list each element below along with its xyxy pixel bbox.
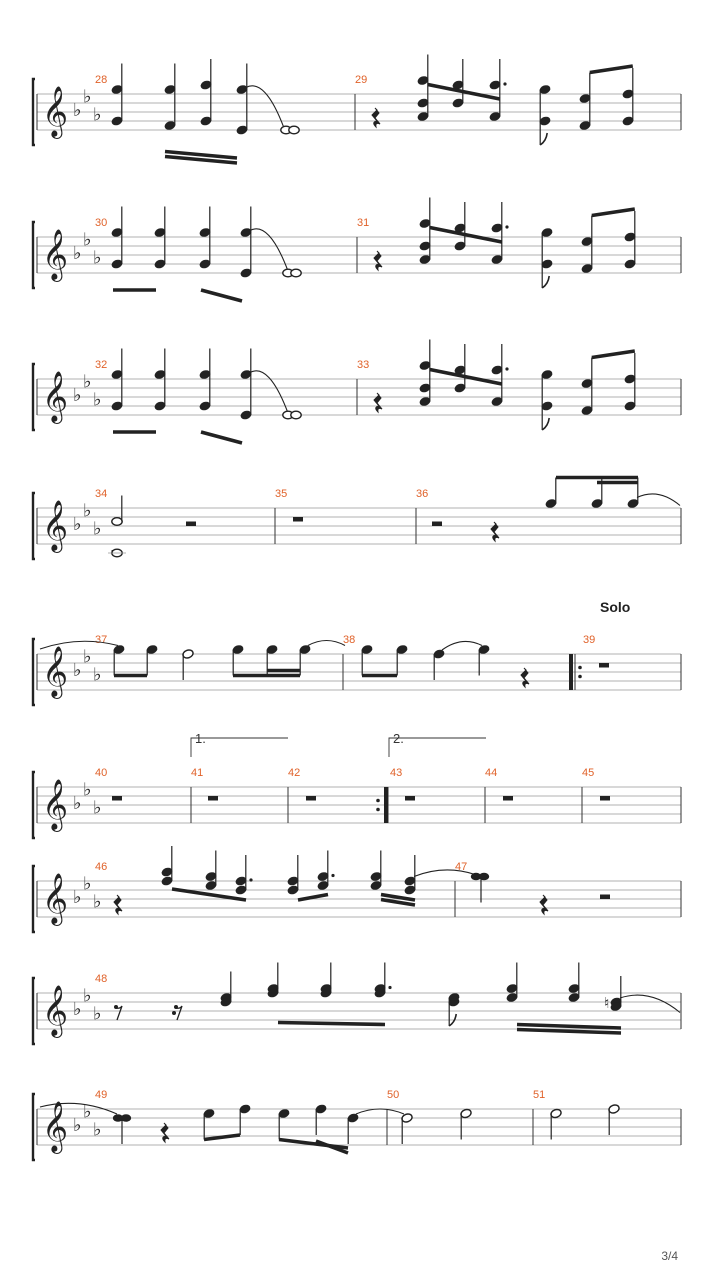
note <box>370 851 382 891</box>
beam <box>592 351 635 358</box>
note <box>199 349 211 412</box>
measure-number: 30 <box>95 217 108 229</box>
staff-system <box>33 488 681 559</box>
note <box>232 644 244 675</box>
tie <box>308 641 345 646</box>
beam <box>430 228 502 243</box>
rest <box>599 663 609 668</box>
natural-icon: ♮ <box>604 995 610 1012</box>
tie <box>250 229 288 271</box>
quarter-rest <box>521 668 529 687</box>
flat-icon: ♭ <box>93 1119 102 1140</box>
note <box>205 851 217 891</box>
staff-system <box>33 359 681 430</box>
note <box>240 207 252 279</box>
note <box>550 1108 562 1139</box>
measure-number: 46 <box>95 861 108 873</box>
flat-icon: ♭ <box>73 100 82 120</box>
treble-clef-icon: 𝄞 <box>42 87 69 136</box>
tie <box>442 641 482 650</box>
measure-number: 32 <box>95 359 108 371</box>
note <box>220 972 232 1008</box>
flat-icon: ♭ <box>93 891 102 912</box>
flat-icon: ♭ <box>83 646 92 667</box>
note <box>154 349 166 412</box>
note <box>579 73 591 131</box>
treble-clef-icon: 𝄞 <box>42 501 69 550</box>
measure-number: 48 <box>95 973 108 985</box>
note <box>161 846 173 886</box>
beam <box>279 1140 348 1149</box>
rest <box>432 522 442 527</box>
note <box>454 202 466 251</box>
note <box>361 644 373 675</box>
measure-number: 39 <box>583 634 596 646</box>
flat-icon: ♭ <box>73 385 82 405</box>
note <box>401 1113 413 1144</box>
note <box>491 202 509 265</box>
flat-icon: ♭ <box>73 1115 82 1135</box>
note <box>478 644 490 675</box>
note <box>396 644 408 675</box>
beam <box>517 1030 621 1034</box>
page-number: 3/4 <box>661 1249 678 1263</box>
note <box>239 1104 251 1135</box>
flat-icon: ♭ <box>83 371 92 392</box>
flat-icon: ♭ <box>83 500 92 521</box>
treble-clef-icon: 𝄞 <box>42 230 69 279</box>
note <box>545 478 557 509</box>
rest <box>503 796 513 801</box>
tie <box>637 494 680 506</box>
flat-icon: ♭ <box>83 1101 92 1122</box>
note <box>448 992 460 1026</box>
measure-number: 36 <box>416 488 429 500</box>
rest <box>112 796 122 801</box>
volta-2-label: 2. <box>393 731 404 746</box>
flat-icon: ♭ <box>93 389 102 410</box>
rest <box>405 796 415 801</box>
beam <box>278 1023 385 1025</box>
bracket <box>33 222 35 288</box>
quarter-rest <box>374 251 382 270</box>
note <box>541 369 553 430</box>
bracket <box>33 364 35 430</box>
solo-label: Solo <box>600 599 631 615</box>
measure-number: 51 <box>533 1089 546 1101</box>
note <box>608 1104 620 1135</box>
bracket <box>33 772 35 838</box>
quarter-rest <box>491 522 499 541</box>
note <box>113 644 125 675</box>
measure-number: 45 <box>582 767 595 779</box>
staff-system <box>33 634 681 705</box>
note <box>317 851 335 891</box>
measure-number: 31 <box>357 217 370 229</box>
measure-number: 49 <box>95 1089 108 1101</box>
treble-clef-icon: 𝄞 <box>42 780 69 829</box>
note <box>278 1108 290 1139</box>
beam <box>590 66 633 73</box>
rest <box>306 796 316 801</box>
staff-system <box>33 1089 681 1160</box>
measure-number: 29 <box>355 74 368 86</box>
flat-icon: ♭ <box>93 1003 102 1024</box>
note <box>182 649 194 680</box>
beam <box>201 432 242 443</box>
flat-icon: ♭ <box>93 247 102 268</box>
note <box>200 59 212 126</box>
note <box>146 644 158 675</box>
note <box>624 353 636 411</box>
beam <box>592 209 635 216</box>
note <box>506 963 518 1003</box>
note <box>111 207 123 270</box>
quarter-rest <box>114 895 122 914</box>
note <box>433 649 445 680</box>
measure-number: 38 <box>343 634 356 646</box>
note <box>154 207 166 270</box>
staff-system <box>33 861 681 932</box>
flat-icon: ♭ <box>93 797 102 818</box>
quarter-rest <box>372 108 380 127</box>
treble-clef-icon: 𝄞 <box>42 1102 69 1151</box>
bracket <box>33 978 35 1044</box>
beam <box>172 889 246 900</box>
bracket <box>33 639 35 705</box>
measure-number: 37 <box>95 634 108 646</box>
flat-icon: ♭ <box>83 779 92 800</box>
flat-icon: ♭ <box>93 104 102 125</box>
measure-number: 47 <box>455 861 468 873</box>
note <box>489 59 507 122</box>
note <box>460 1108 472 1139</box>
quarter-rest <box>374 393 382 412</box>
sixteenth-rest <box>172 1005 182 1020</box>
flat-icon: ♭ <box>93 518 102 539</box>
tie <box>246 86 284 128</box>
tie <box>356 1109 404 1114</box>
note <box>236 64 248 136</box>
note <box>568 963 580 1003</box>
measure-number: 35 <box>275 488 288 500</box>
note <box>203 1108 215 1139</box>
staff-system <box>33 74 681 145</box>
bracket <box>33 79 35 145</box>
beam <box>517 1025 621 1029</box>
note <box>267 963 279 999</box>
flat-icon: ♭ <box>73 660 82 680</box>
flat-icon: ♭ <box>73 243 82 263</box>
rest <box>186 522 196 527</box>
note <box>320 963 332 999</box>
measure-number: 50 <box>387 1089 400 1101</box>
staff-system <box>33 767 681 838</box>
note <box>541 227 553 288</box>
treble-clef-icon: 𝄞 <box>42 372 69 421</box>
note <box>624 211 636 269</box>
treble-clef-icon: 𝄞 <box>42 874 69 923</box>
note <box>454 344 466 393</box>
flat-icon: ♭ <box>83 229 92 250</box>
measure-number: 42 <box>288 767 301 779</box>
note <box>240 349 252 421</box>
note <box>199 207 211 270</box>
note <box>610 976 622 1012</box>
rest <box>293 517 303 522</box>
measure-number: 41 <box>191 767 204 779</box>
note <box>111 349 123 412</box>
rest <box>600 796 610 801</box>
note <box>622 68 634 126</box>
tie <box>250 371 288 413</box>
rest <box>600 895 610 900</box>
rest <box>208 796 218 801</box>
measure-number: 43 <box>390 767 403 779</box>
bracket <box>33 866 35 932</box>
staff-system <box>33 217 681 288</box>
note <box>581 216 593 274</box>
flat-icon: ♭ <box>73 999 82 1019</box>
quarter-rest <box>161 1123 169 1142</box>
note <box>452 59 464 108</box>
flat-icon: ♭ <box>73 887 82 907</box>
measure-number: 33 <box>357 359 370 371</box>
note <box>235 855 253 895</box>
flat-icon: ♭ <box>83 873 92 894</box>
eighth-rest <box>114 1005 122 1020</box>
beam <box>201 290 242 301</box>
measure-number: 40 <box>95 767 108 779</box>
flat-icon: ♭ <box>73 514 82 534</box>
note <box>347 1113 359 1144</box>
note <box>491 344 509 407</box>
note <box>299 644 311 675</box>
flat-icon: ♭ <box>93 664 102 685</box>
note <box>404 855 416 895</box>
bracket <box>33 493 35 559</box>
measure-number: 28 <box>95 74 108 86</box>
note <box>111 64 123 127</box>
bracket <box>33 1094 35 1160</box>
quarter-rest <box>540 895 548 914</box>
note <box>287 855 299 895</box>
note <box>315 1104 327 1135</box>
beam <box>428 85 500 100</box>
note <box>539 84 551 145</box>
flat-icon: ♭ <box>83 985 92 1006</box>
measure-number: 44 <box>485 767 498 779</box>
volta-1-label: 1. <box>195 731 206 746</box>
flat-icon: ♭ <box>73 793 82 813</box>
treble-clef-icon: 𝄞 <box>42 647 69 696</box>
measure-number: 34 <box>95 488 108 500</box>
tie <box>620 995 680 1012</box>
flat-icon: ♭ <box>83 86 92 107</box>
treble-clef-icon: 𝄞 <box>42 986 69 1035</box>
note <box>581 358 593 416</box>
beam <box>430 370 502 385</box>
